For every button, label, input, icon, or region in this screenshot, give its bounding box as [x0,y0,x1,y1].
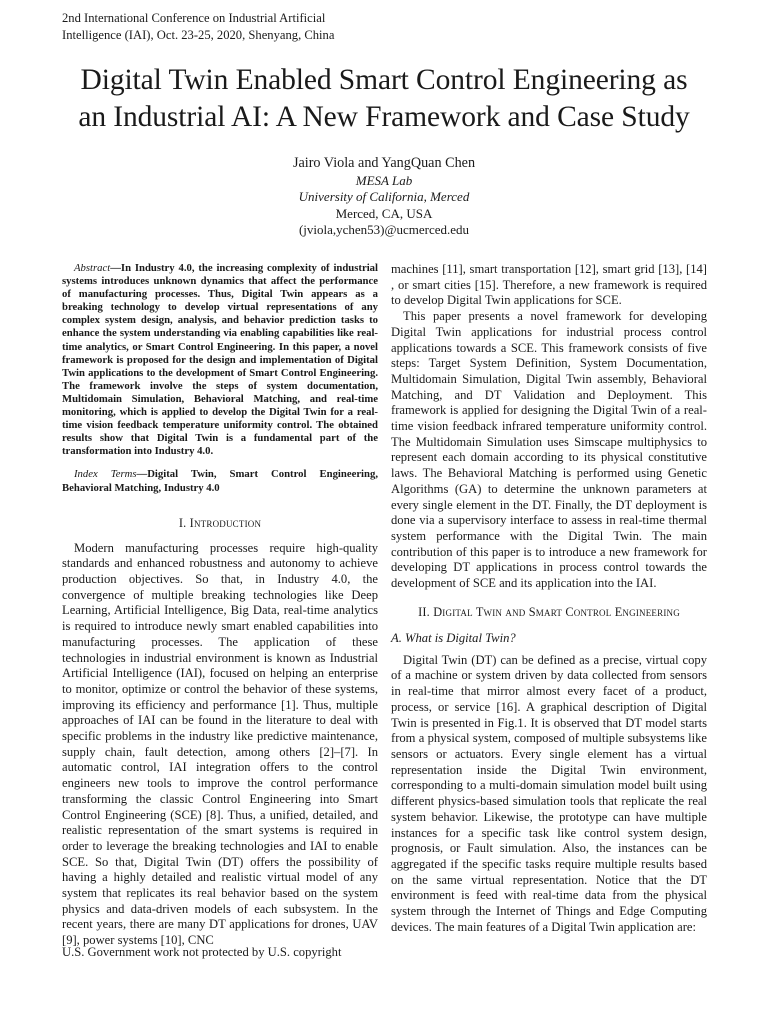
left-column [62,262,378,949]
index-terms-label: Index Terms [74,468,137,481]
section-heading-digital-twin: II. Digital Twin and Smart Control Engineering [418,604,680,619]
author-lab: MESA Lab [355,173,413,188]
conference-header [62,10,462,44]
introduction-paragraph-1-continued: machines [11], smart transportation [12], smart grid [13], [14] , or smart cities [15]. Therefore, a new framework is required to develop Digital Twin applications for SCE. [391,262,707,308]
author-email: (jviola,ychen53)@ucmerced.edu [298,221,470,237]
conference-header-line-1: 2nd International Conference on Industrial Artificial [62,11,326,25]
index-terms [62,468,378,494]
paper-title [20,62,748,136]
abstract [62,262,378,458]
paper-title-line-2: an Industrial AI: A New Framework and Case Study [78,101,690,133]
copyright-footer: U.S. Government work not protected by U.S. copyright [62,945,342,959]
author-block [184,154,584,238]
author-location: Merced, CA, USA [335,205,433,221]
abstract-label: Abstract [74,262,111,274]
index-terms-text: —Digital Twin, Smart Control Engineering, Behavioral Matching, Industry 4.0 [62,468,378,494]
digital-twin-paragraph-1: Digital Twin (DT) can be defined as a precise, virtual copy of a machine or system driven by data collected from sensors in real-time that mirror almost every facet of a product, process, or service [16]. A graphical description of Digital Twin is presented in Fig.1. It is observed that DT model starts from a physical system, composed of multiple subsystems like sensors or actuators. Every single element has a virtual representation inside the Digital Twin environment, corresponding to a multi-domain simulation model built using different physics-based simulation tools that replicate the real system behavior. Likewise, the prototype can have multiple instances for a specific task like control system design, prognosis, or Fault simulation. Also, the instances can be aggregated if the specific tasks require multiple results based on the same virtual representation. Notice that the DT environment is feed with real-time data from the physical system through the Internet of Things and Edge Computing devices. The main features of a Digital Twin application are: [391,652,707,934]
section-heading-introduction: I. Introduction [178,515,262,530]
introduction-paragraph-1: Modern manufacturing processes require high-quality standards and enhanced robustness and autonomy to achieve production objectives. So that, in Industry 4.0, the convergence of multiple breaking technologies like Deep Learning, Artificial Intelligence, Big Data, real-time analytics is required to introduce newly smart enabled capabilities into manufacturing processes. The application of these technologies in industrial environment is known as Industrial Artificial Intelligence (IAI), focused on helping an enterprise to monitor, optimize or control the behavior of these systems, improving its efficiency and performance [1]. Thus, multiple approaches of IAI can be found in the literature to deal with specific problems in the industry like predictive maintenance, supply chain, fault detection, among others [2]–[7]. In automatic control, IAI integration offers to the control engineers new tools to improve the control performance transforming the classic Control Engineering into Smart Control Engineering (SCE) [8]. Thus, a unified, detailed, and realistic representation of the smart systems is required in order to leverage the breaking technologies and IAI to enable SCE. So that, Digital Twin (DT) offers the possibility of having a highly detailed and realistic virtual model of any system that replicates its real behavior based on the system physics and data-driven models of each subsystem. In the recent years, there are many DT applications for drones, UAV [9], power systems [10], CNC [62,540,378,948]
author-names: Jairo Viola and YangQuan Chen [292,155,476,171]
right-column [391,262,707,935]
subsection-heading-what-is-digital-twin: A. What is Digital Twin? [391,630,516,645]
conference-header-line-2: Intelligence (IAI), Oct. 23-25, 2020, Shenyang, China [62,28,335,42]
paper-title-line-1: Digital Twin Enabled Smart Control Engineering as [80,64,688,96]
introduction-paragraph-2: This paper presents a novel framework for developing Digital Twin applications for industrial process control applications towards a SCE. This framework consists of five steps: Target System Definition, System Documentation, Multidomain Simulation, Digital Twin assembly, Behavioral Matching, and DT Validation and Deployment. This framework is applied for designing the Digital Twin of a real-time vision feedback infrared temperature uniformity control. The Multidomain Simulation uses Simscape multiphysics to represent each domain according to its physical constitutive laws. The Behavioral Matching is performed using Genetic Algorithms (GA) to determine the unknown parameters at every single element in the DT. Finally, the DT deployment is done via a supervisory interface to assess in real-time thermal system performance with the Digital Twin. The main contribution of this paper is to introduce a new framework for developing DT applications in process control towards the development of SCE and its application into the IAI. [391,309,707,591]
author-university: University of California, Merced [298,189,470,205]
abstract-text: —In Industry 4.0, the increasing complexity of industrial systems introduces unknown dynamics that affect the performance of manufacturing processes. Thus, Digital Twin appears as a breaking technology to develop virtual representations of any complex system design, analysis, and behavior prediction tasks to enhance the system understanding via enabling capabilities like real-time analytics, or Smart Control Engineering. In this paper, a novel framework is proposed for the design and implementation of Digital Twin applications to the development of Smart Control Engineering. The framework involve the steps of system documentation, Multidomain Simulation, Behavioral Matching, and real-time monitoring, which is applied to develop the Digital Twin for a real-time vision feedback temperature uniformity control. The obtained results show that Digital Twin is a fundamental part of the transformation into Industry 4.0. [62,262,378,458]
